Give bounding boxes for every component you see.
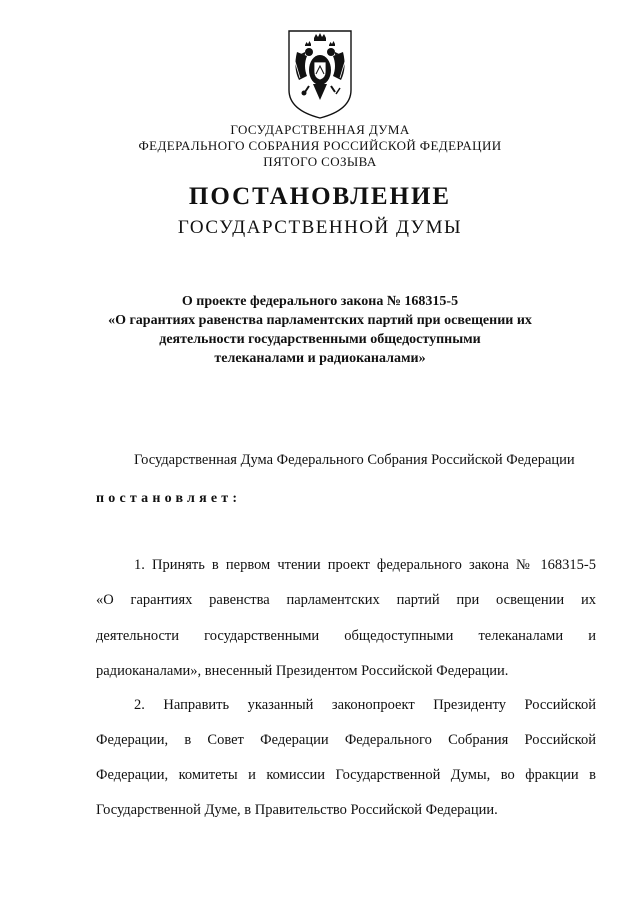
paragraph-2-line: Государственной Думе, в Правительство Российской Федерации. <box>96 802 498 818</box>
paragraph-2-line: Федерации, комитеты и комиссии Государственной Думы, во фракции в <box>96 767 596 783</box>
bill-title-line: «О гарантиях равенства парламентских партий при освещении их <box>108 313 532 328</box>
header-line-2: ФЕДЕРАЛЬНОГО СОБРАНИЯ РОССИЙСКОЙ ФЕДЕРАЦИИ <box>138 138 502 153</box>
bill-title-line: деятельности государственными общедоступными <box>159 332 481 347</box>
resolves-word: постановляет: <box>96 491 242 506</box>
bill-title-line: телеканалами и радиоканалами» <box>214 351 426 366</box>
document-subtitle: ГОСУДАРСТВЕННОЙ ДУМЫ <box>177 217 463 238</box>
paragraph-1-line: «О гарантиях равенства парламентских партий при освещении их <box>96 592 596 608</box>
bill-title <box>60 292 580 368</box>
header-line-3: ПЯТОГО СОЗЫВА <box>263 154 377 169</box>
intro-text: Государственная Дума Федерального Собрания Российской Федерации <box>134 452 575 468</box>
coat-of-arms-icon <box>285 28 355 120</box>
paragraph-2-line: 2. Направить указанный законопроект Президенту Российской <box>134 697 596 713</box>
paragraph-1-line: 1. Принять в первом чтении проект федерального закона № 168315-5 <box>134 557 596 573</box>
header-line-1: ГОСУДАРСТВЕННАЯ ДУМА <box>230 122 410 137</box>
paragraph-2-line: Федерации, в Совет Федерации Федерального Собрания Российской <box>96 732 596 748</box>
paragraph-1-line: деятельности государственными общедоступными телеканалами и <box>96 628 596 644</box>
paragraph-1-line: радиоканалами», внесенный Президентом Российской Федерации. <box>96 663 509 679</box>
double-headed-eagle-icon <box>285 28 355 120</box>
document-title: ПОСТАНОВЛЕНИЕ <box>188 183 452 210</box>
bill-title-line: О проекте федерального закона № 168315-5 <box>181 294 459 309</box>
